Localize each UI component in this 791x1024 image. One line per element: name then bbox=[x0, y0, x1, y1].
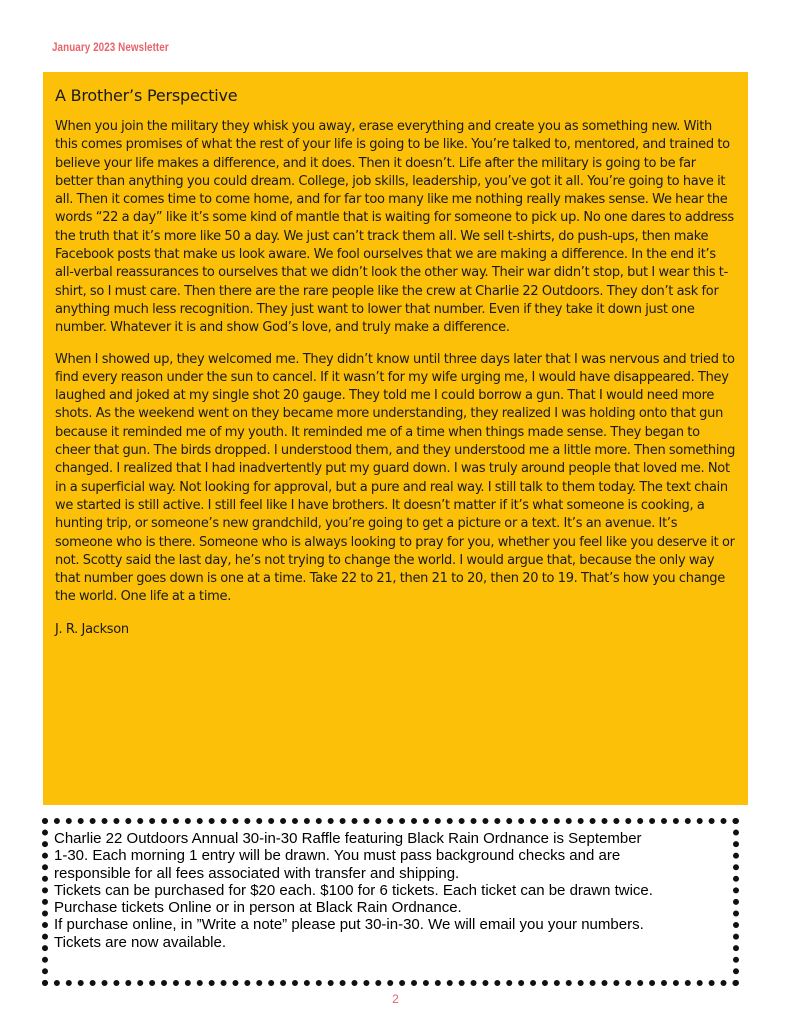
raffle-line: If purchase online, in ”Write a note” please put 30-in-30. We will email you your numbers. bbox=[54, 916, 644, 934]
article-paragraph: When I showed up, they welcomed me. They didn’t know until three days later that I was nervous and tried to find every reason under the sun to cancel. If it wasn’t for my wife urging me, I would have disappeared. They laughed and joked at my single shot 20 gauge. They told me I could borrow a gun. That I would need more shots. As the weekend went on they became more understanding, they realized I was holding onto that gun because it reminded me of my youth. It reminded me of a time when things made sense. They began to cheer that gun. The birds dropped. I understood them, and they understood me a little more. Then something changed. I realized that I had inadvertently put my guard down. I was truly around people that loved me. Not in a superficial way. Not looking for approval, but a pure and real way. I still talk to them today. The text chain we started is still active. I still feel like I have brothers. It doesn’t matter if it’s what someone is cooking, a hunting trip, or someone’s new grandchild, you’re going to get a picture or a text. It’s an avenue. It’s someone who is there. Someone who is always looking to pray for you, whether you feel like you deserve it or not. Scotty said the last day, he’s not trying to change the world. I would argue that, because the only way that number goes down is one at a time. Take 22 to 21, then 21 to 20, then 20 to 19. That’s how you change the world. One life at a time. bbox=[55, 351, 736, 605]
article-box bbox=[43, 72, 748, 805]
raffle-line: Charlie 22 Outdoors Annual 30-in-30 Raffle featuring Black Rain Ordnance is September bbox=[54, 830, 642, 847]
raffle-line: Purchase tickets Online or in person at Black Rain Ordnance. bbox=[54, 899, 462, 917]
raffle-line: Tickets can be purchased for $20 each. $100 for 6 tickets. Each ticket can be drawn twice. bbox=[54, 881, 653, 899]
page-number: 2 bbox=[392, 992, 399, 1006]
article-paragraph: When you join the military they whisk you away, erase everything and create you as something new. With this comes promises of what the rest of your life is going to be like. You’re talked to, mentored, and trained to believe your life makes a difference, and it does. Then it doesn’t. Life after the military is going to be far better than anything you could dream. College, job skills, leadership, you’ve got it all. You’re going to have it all. Then it comes time to come home, and for far too many like me nothing really makes sense. We hear the words “22 a day” like it’s some kind of mantle that is waiting for someone to pick up. No one dares to address the truth that it’s more like 50 a day. We just can’t track them all. We sell t-shirts, do push-ups, then make Facebook posts that make us look aware. We fool ourselves that we are making a difference. In the end it’s all-verbal reassurances to ourselves that we didn’t look the other way. Their war didn’t stop, but I wear this t-shirt, so I must care. Then there are the rare people like the crew at Charlie 22 Outdoors. They don’t ask for anything much less recognition. They just want to lower that number. Even if they take it down just one number. Whatever it is and show God’s love, and truly make a difference. bbox=[55, 119, 734, 336]
article-title: A Brother’s Perspective bbox=[55, 86, 238, 105]
raffle-line: responsible for all fees associated with transfer and shipping. bbox=[54, 864, 460, 882]
raffle-line: 1-30. Each morning 1 entry will be drawn. You must pass background checks and are bbox=[54, 847, 621, 865]
newsletter-header: January 2023 Newsletter bbox=[52, 40, 169, 54]
article-signature: J. R. Jackson bbox=[55, 621, 129, 637]
raffle-line: Tickets are now available. bbox=[54, 933, 227, 951]
raffle-announcement-box bbox=[42, 818, 739, 986]
